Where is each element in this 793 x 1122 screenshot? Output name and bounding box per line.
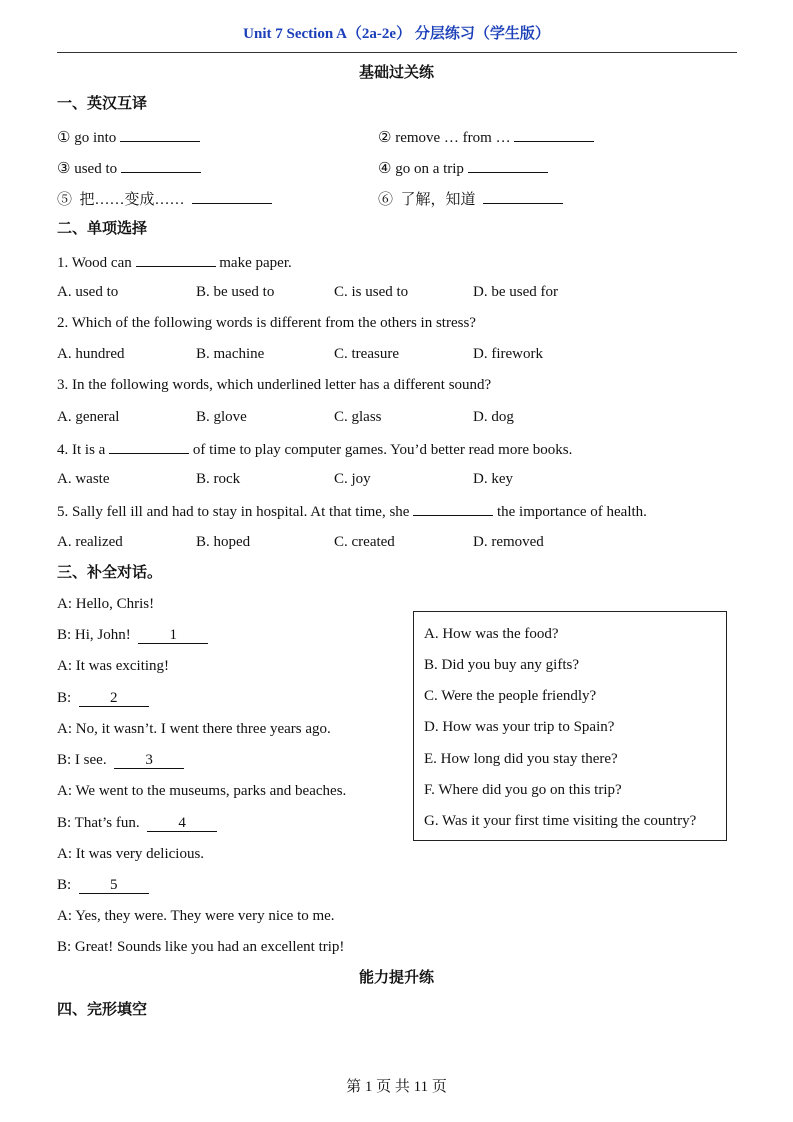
dialogue-options-box — [413, 611, 727, 841]
dialogue-line: B: 5 — [57, 876, 149, 894]
question-5: 5. Sally fell ill and had to stay in hospital. At that time, she the importance of health. — [57, 501, 647, 521]
answer-blank[interactable] — [121, 158, 201, 173]
answer-blank[interactable] — [514, 127, 594, 142]
answer-blank[interactable] — [468, 158, 548, 173]
answer-blank[interactable] — [483, 189, 563, 204]
header-rule — [57, 52, 737, 53]
option-item: F. Where did you go on this trip? — [424, 782, 622, 798]
q5-option-d[interactable]: D. removed — [473, 534, 544, 550]
dialogue-line: A: Yes, they were. They were very nice to me. — [57, 908, 335, 924]
q2-option-d[interactable]: D. firework — [473, 346, 543, 362]
question-3: 3. In the following words, which underlined letter has a different sound? — [57, 377, 492, 393]
translate-item-4: ④ go on a trip — [378, 158, 548, 178]
section-basic-title: 基础过关练 — [358, 65, 434, 81]
q1-option-c[interactable]: C. is used to — [334, 284, 409, 300]
q3-option-a[interactable]: A. general — [57, 409, 120, 425]
translate-item-3: ③ used to — [57, 158, 201, 178]
dialogue-line: A: Hello, Chris! — [57, 596, 155, 612]
dialogue-line: B: I see. 3 — [57, 751, 184, 769]
q1-option-a[interactable]: A. used to — [57, 284, 119, 300]
dialogue-line: A: It was exciting! — [57, 658, 170, 674]
option-item: A. How was the food? — [424, 626, 559, 642]
dialogue-blank-1[interactable]: 1 — [138, 627, 208, 644]
answer-blank[interactable] — [192, 189, 272, 204]
dialogue-line: B: 2 — [57, 689, 149, 707]
option-item: D. How was your trip to Spain? — [424, 719, 615, 735]
q4-option-a[interactable]: A. waste — [57, 471, 110, 487]
q2-option-b[interactable]: B. machine — [196, 346, 265, 362]
dialogue-line: B: That’s fun. 4 — [57, 814, 217, 832]
q5-option-c[interactable]: C. created — [334, 534, 395, 550]
section-advanced-title: 能力提升练 — [358, 970, 434, 986]
answer-blank[interactable] — [109, 439, 189, 454]
section-2-heading: 二、单项选择 — [57, 221, 148, 237]
q5-option-b[interactable]: B. hoped — [196, 534, 251, 550]
q4-option-b[interactable]: B. rock — [196, 471, 241, 487]
question-2: 2. Which of the following words is different from the others in stress? — [57, 315, 476, 331]
q4-option-d[interactable]: D. key — [473, 471, 513, 487]
section-4-heading: 四、完形填空 — [57, 1002, 148, 1018]
option-item: G. Was it your first time visiting the country? — [424, 813, 697, 829]
dialogue-line: B: Great! Sounds like you had an excellent trip! — [57, 939, 345, 955]
option-item: B. Did you buy any gifts? — [424, 657, 579, 673]
translate-item-6: ⑥ 了解，知道 — [378, 189, 563, 209]
answer-blank[interactable] — [136, 252, 216, 267]
translate-item-2: ② remove … from … — [378, 127, 594, 147]
q3-option-c[interactable]: C. glass — [334, 409, 382, 425]
option-item: C. Were the people friendly? — [424, 688, 597, 704]
question-1: 1. Wood can make paper. — [57, 252, 292, 272]
answer-blank[interactable] — [413, 501, 493, 516]
dialogue-blank-2[interactable]: 2 — [79, 690, 149, 707]
dialogue-line: A: We went to the museums, parks and beaches. — [57, 783, 347, 799]
q2-option-a[interactable]: A. hundred — [57, 346, 125, 362]
q1-option-b[interactable]: B. be used to — [196, 284, 275, 300]
q2-option-c[interactable]: C. treasure — [334, 346, 399, 362]
translate-item-5: ⑤ 把……变成…… — [57, 189, 272, 209]
dialogue-line: B: Hi, John! 1 — [57, 626, 208, 644]
dialogue-blank-3[interactable]: 3 — [114, 752, 184, 769]
document-header: Unit 7 Section A（2a-2e） 分层练习（学生版） — [243, 26, 550, 42]
dialogue-line: A: It was very delicious. — [57, 846, 205, 862]
dialogue-blank-5[interactable]: 5 — [79, 877, 149, 894]
dialogue-blank-4[interactable]: 4 — [147, 815, 217, 832]
answer-blank[interactable] — [120, 127, 200, 142]
q5-option-a[interactable]: A. realized — [57, 534, 123, 550]
page-number: 第 1 页 共 11 页 — [346, 1079, 447, 1095]
question-4: 4. It is a of time to play computer games. You’d better read more books. — [57, 439, 572, 459]
q3-option-b[interactable]: B. glove — [196, 409, 247, 425]
section-1-heading: 一、英汉互译 — [57, 96, 148, 112]
option-item: E. How long did you stay there? — [424, 751, 618, 767]
q4-option-c[interactable]: C. joy — [334, 471, 371, 487]
translate-item-1: ① go into — [57, 127, 200, 147]
dialogue-line: A: No, it wasn’t. I went there three years ago. — [57, 721, 331, 737]
q3-option-d[interactable]: D. dog — [473, 409, 514, 425]
section-3-heading: 三、补全对话。 — [57, 565, 163, 581]
q1-option-d[interactable]: D. be used for — [473, 284, 558, 300]
